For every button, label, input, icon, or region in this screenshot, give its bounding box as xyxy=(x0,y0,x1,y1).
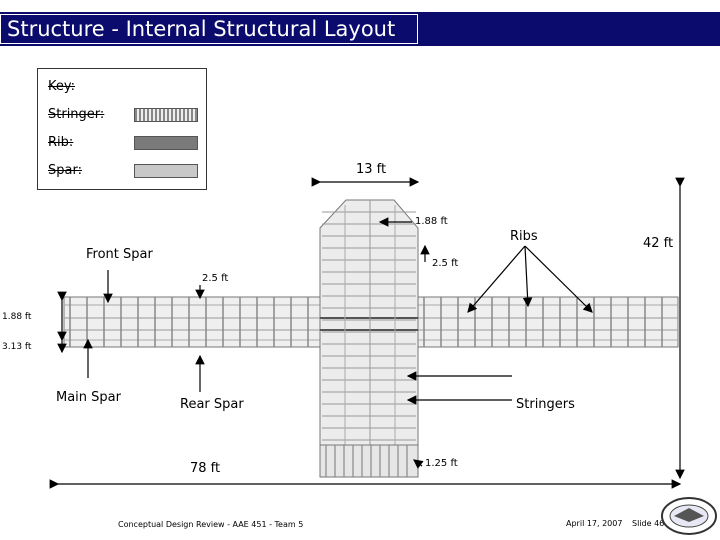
footer-text: Conceptual Design Review - AAE 451 - Team 5 xyxy=(118,520,304,529)
key-label-spar: Spar: xyxy=(48,163,82,178)
label-1-88ft-top: 1.88 ft xyxy=(415,216,448,227)
label-3-13ft: 3.13 ft xyxy=(2,342,32,352)
label-2-5ft-left: 2.5 ft xyxy=(202,273,229,284)
label-2-5ft-right: 2.5 ft xyxy=(432,258,459,269)
label-ribs: Ribs xyxy=(510,229,538,244)
key-legend xyxy=(37,68,207,190)
key-swatch-spar xyxy=(134,164,198,178)
footer-slide-number: Slide 46 xyxy=(632,519,665,528)
label-42ft: 42 ft xyxy=(643,236,674,251)
label-stringers: Stringers xyxy=(516,397,575,412)
fuselage xyxy=(320,200,418,468)
key-label-rib: Rib: xyxy=(48,135,74,150)
label-main-spar: Main Spar xyxy=(56,390,121,405)
label-1-88ft-left: 1.88 ft xyxy=(2,312,32,322)
page-title: Structure - Internal Structural Layout xyxy=(0,14,418,44)
tail xyxy=(320,445,418,477)
team-logo xyxy=(658,488,720,540)
key-swatch-stringer xyxy=(134,108,198,122)
label-1-25ft: 1.25 ft xyxy=(425,458,458,469)
label-fuselage-width: 13 ft xyxy=(356,162,387,177)
footer-date: April 17, 2007 xyxy=(566,519,623,528)
key-heading: Key: xyxy=(48,79,76,94)
label-front-spar: Front Spar xyxy=(86,247,153,262)
key-label-stringer: Stringer: xyxy=(48,107,105,122)
key-swatch-rib xyxy=(134,136,198,150)
label-rear-spar: Rear Spar xyxy=(180,397,244,412)
label-78ft: 78 ft xyxy=(190,461,221,476)
